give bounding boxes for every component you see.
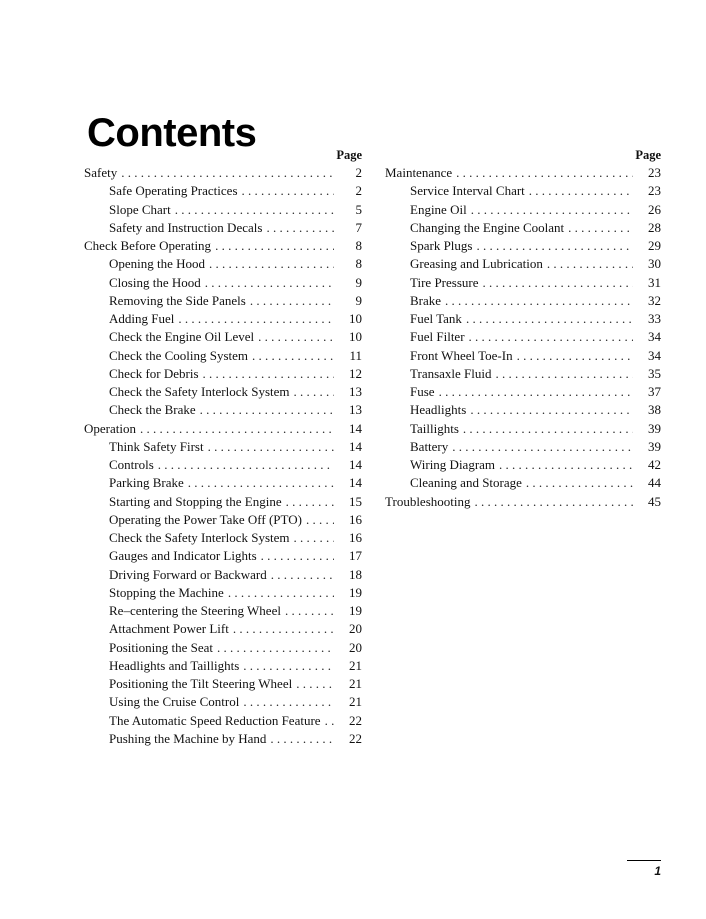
toc-entry: [84, 328, 362, 346]
toc-entry-label: Fuel Tank: [410, 311, 462, 326]
toc-entry: [385, 255, 661, 273]
toc-entry: [84, 620, 362, 638]
dot-leader: [121, 164, 334, 182]
toc-entry-label: The Automatic Speed Reduction Feature: [109, 712, 321, 728]
toc-entry-label: Think Safety First: [109, 438, 204, 454]
dot-leader: [243, 693, 334, 711]
toc-entry-page: 2: [355, 165, 362, 180]
dot-leader: [178, 310, 334, 328]
toc-entry-page: 20: [349, 639, 362, 655]
toc-entry-label: Fuse: [410, 384, 435, 399]
toc-entry-page: 28: [648, 219, 661, 235]
toc-entry-label: Re–centering the Steering Wheel: [109, 603, 281, 618]
toc-entry-page: 44: [648, 475, 661, 491]
toc-entry-page: 7: [355, 219, 362, 235]
toc-entry-page: 16: [349, 530, 362, 545]
toc-entry: [385, 438, 661, 456]
toc-entry-page: 12: [349, 365, 362, 381]
toc-entry-label: Slope Chart: [109, 201, 171, 217]
toc-entry-label: Wiring Diagram: [410, 457, 496, 472]
toc-entry-page: 39: [648, 438, 661, 454]
toc-entry-label: Check Before Operating: [84, 238, 212, 253]
dot-leader: [285, 602, 334, 620]
dot-leader: [203, 365, 334, 383]
toc-entry-label: Starting and Stopping the Engine: [109, 493, 282, 509]
toc-entry-page: 16: [349, 511, 362, 527]
toc-entry-page: 9: [355, 274, 362, 290]
toc-entry: [84, 274, 362, 292]
dot-leader: [526, 474, 633, 492]
toc-entry-page: 37: [648, 384, 661, 399]
dot-leader: [294, 529, 334, 547]
toc-entry: [84, 566, 362, 584]
dot-leader: [158, 456, 334, 474]
toc-entry-label: Engine Oil: [410, 201, 467, 217]
toc-entry: [385, 456, 661, 474]
toc-entry: [385, 237, 661, 255]
toc-entry-label: Troubleshooting: [385, 493, 471, 509]
toc-entry-label: Operating the Power Take Off (PTO): [109, 511, 302, 527]
toc-entry-page: 21: [349, 676, 362, 691]
toc-entry-label: Check the Cooling System: [109, 347, 249, 363]
toc-entry-page: 26: [648, 201, 661, 217]
toc-entry: [385, 201, 661, 219]
toc-entry: [84, 438, 362, 456]
toc-entry-label: Safety and Instruction Decals: [109, 219, 263, 235]
dot-leader: [271, 566, 334, 584]
toc-entry: [84, 201, 362, 219]
toc-entry-label: Safe Operating Practices: [109, 183, 238, 199]
toc-entry-label: Stopping the Machine: [109, 584, 224, 600]
toc-entry: [385, 420, 661, 438]
folio-rule: [627, 860, 661, 861]
toc-entry: [84, 602, 362, 620]
toc-entry: [84, 310, 362, 328]
toc-entry: [385, 365, 661, 383]
toc-entry: [84, 383, 362, 401]
dot-leader: [496, 365, 634, 383]
dot-leader: [200, 401, 334, 419]
toc-entry: [385, 274, 661, 292]
toc-entry-page: 8: [355, 256, 362, 272]
toc-entry-page: 10: [349, 329, 362, 345]
dot-leader: [215, 237, 334, 255]
toc-entry: [84, 493, 362, 511]
toc-entry: [385, 401, 661, 419]
toc-entry-label: Closing the Hood: [109, 274, 201, 290]
toc-entry-label: Pushing the Machine by Hand: [109, 730, 267, 746]
toc-entry-page: 21: [349, 657, 362, 673]
dot-leader: [469, 328, 633, 346]
toc-entry: [84, 730, 362, 748]
toc-entry-label: Taillights: [410, 420, 459, 436]
toc-entry-label: Headlights and Taillights: [109, 657, 240, 673]
dot-leader: [517, 347, 633, 365]
page-number: 1: [654, 864, 661, 878]
toc-entry-page: 30: [648, 256, 661, 272]
toc-entry-label: Headlights: [410, 402, 467, 418]
toc-entry: [84, 255, 362, 273]
dot-leader: [294, 383, 334, 401]
dot-leader: [188, 474, 334, 492]
toc-entry: [84, 401, 362, 419]
toc-entry-page: 29: [648, 238, 661, 253]
toc-entry-label: Positioning the Tilt Steering Wheel: [109, 676, 293, 691]
dot-leader: [463, 420, 633, 438]
toc-entry-page: 22: [349, 712, 362, 728]
toc-entry-page: 23: [648, 165, 661, 180]
toc-entry: [385, 182, 661, 200]
dot-leader: [439, 383, 633, 401]
dot-leader: [217, 639, 334, 657]
toc-entry: [84, 237, 362, 255]
dot-leader: [483, 274, 634, 292]
toc-entry-page: 21: [349, 694, 362, 710]
toc-entry: [84, 420, 362, 438]
toc-entry-label: Maintenance: [385, 165, 453, 180]
dot-leader: [529, 182, 633, 200]
dot-leader: [261, 547, 334, 565]
toc-entry-label: Cleaning and Storage: [410, 475, 522, 491]
toc-entry-page: 35: [648, 365, 661, 381]
toc-entry: [385, 310, 661, 328]
toc-entry-page: 14: [349, 475, 362, 491]
toc-entry-label: Safety: [84, 165, 118, 180]
toc-entry-page: 11: [349, 347, 362, 363]
dot-leader: [476, 237, 633, 255]
dot-leader: [175, 201, 334, 219]
toc-entry: [84, 292, 362, 310]
page-column-heading: Page: [336, 148, 362, 162]
toc-entry: [84, 529, 362, 547]
dot-leader: [445, 292, 633, 310]
toc-entry-label: Controls: [109, 457, 154, 472]
toc-entry-page: 9: [355, 292, 362, 308]
toc-entry: [84, 474, 362, 492]
toc-entry-page: 14: [349, 457, 362, 472]
toc-entry-label: Check the Safety Interlock System: [109, 384, 290, 399]
toc-entry-page: 32: [648, 292, 661, 308]
toc-entry-page: 14: [349, 438, 362, 454]
dot-leader: [208, 438, 334, 456]
toc-entry: [385, 347, 661, 365]
toc-entry: [84, 639, 362, 657]
dot-leader: [470, 401, 633, 419]
toc-entry-label: Positioning the Seat: [109, 639, 213, 655]
toc-entry-page: 38: [648, 402, 661, 418]
dot-leader: [456, 164, 633, 182]
dot-leader: [306, 511, 334, 529]
toc-entry-page: 45: [648, 493, 661, 509]
page-column-heading: Page: [635, 148, 661, 162]
toc-entry-label: Attachment Power Lift: [109, 621, 229, 637]
toc-entry-page: 19: [349, 584, 362, 600]
toc-entry: [84, 693, 362, 711]
toc-entry-page: 18: [349, 566, 362, 582]
toc-entry: [385, 292, 661, 310]
dot-leader: [286, 493, 334, 511]
dot-leader: [452, 438, 633, 456]
toc-entry-page: 20: [349, 621, 362, 637]
toc-entry: [84, 584, 362, 602]
toc-entry: [84, 547, 362, 565]
toc-entry-label: Check for Debris: [109, 365, 199, 381]
toc-entry-label: Fuel Filter: [410, 329, 465, 345]
dot-leader: [205, 274, 334, 292]
dot-leader: [325, 712, 334, 730]
toc-entry-page: 17: [349, 548, 362, 564]
toc-entry-page: 15: [349, 493, 362, 509]
toc-entry: [84, 219, 362, 237]
toc-entry-label: Tire Pressure: [410, 274, 479, 290]
dot-leader: [499, 456, 633, 474]
toc-entry-label: Adding Fuel: [109, 311, 175, 326]
toc-entry-label: Battery: [410, 438, 449, 454]
toc-entry-page: 33: [648, 311, 661, 326]
toc-entry-page: 39: [648, 420, 661, 436]
toc-column-right: [385, 147, 661, 511]
toc-entry: [385, 383, 661, 401]
toc-entry: [385, 164, 661, 182]
toc-entry-page: 5: [355, 201, 362, 217]
dot-leader: [243, 657, 334, 675]
dot-leader: [250, 292, 334, 310]
toc-entry-label: Operation: [84, 420, 136, 436]
toc-entry: [385, 328, 661, 346]
toc-entry-page: 2: [355, 183, 362, 199]
dot-leader: [466, 310, 633, 328]
toc-entry-label: Using the Cruise Control: [109, 694, 240, 710]
toc-entry-page: 31: [648, 274, 661, 290]
page-title: Contents: [87, 110, 257, 155]
toc-entry-page: 19: [349, 603, 362, 618]
toc-entry-label: Check the Safety Interlock System: [109, 530, 290, 545]
toc-entry-label: Greasing and Lubrication: [410, 256, 543, 272]
toc-entry: [84, 164, 362, 182]
toc-entry-label: Gauges and Indicator Lights: [109, 548, 257, 564]
toc-entry-page: 13: [349, 402, 362, 418]
toc-entry: [84, 456, 362, 474]
dot-leader: [209, 255, 334, 273]
toc-entry: [84, 511, 362, 529]
dot-leader: [258, 328, 334, 346]
toc-entry: [84, 712, 362, 730]
toc-entry-page: 23: [648, 183, 661, 199]
toc-list: [84, 164, 362, 748]
dot-leader: [568, 219, 633, 237]
toc-entry-label: Front Wheel Toe-In: [410, 347, 513, 363]
dot-leader: [233, 620, 334, 638]
dot-leader: [270, 730, 334, 748]
toc-entry-label: Parking Brake: [109, 475, 184, 491]
dot-leader: [471, 201, 633, 219]
toc-entry: [84, 675, 362, 693]
toc-entry-label: Driving Forward or Backward: [109, 566, 267, 582]
toc-entry-page: 42: [648, 457, 661, 472]
toc-entry-page: 22: [349, 730, 362, 746]
toc-entry-page: 13: [349, 384, 362, 399]
toc-entry-label: Check the Brake: [109, 402, 196, 418]
toc-entry: [385, 219, 661, 237]
dot-leader: [266, 219, 334, 237]
dot-leader: [242, 182, 334, 200]
toc-entry-label: Transaxle Fluid: [410, 365, 492, 381]
toc-column-left: [84, 147, 362, 748]
toc-entry-label: Service Interval Chart: [410, 183, 525, 199]
dot-leader: [228, 584, 334, 602]
toc-entry: [84, 347, 362, 365]
toc-entry-label: Changing the Engine Coolant: [410, 219, 565, 235]
toc-entry-label: Spark Plugs: [410, 238, 473, 253]
toc-entry: [385, 474, 661, 492]
toc-entry-page: 34: [648, 347, 661, 363]
toc-entry-page: 14: [349, 420, 362, 436]
toc-entry: [84, 657, 362, 675]
dot-leader: [252, 347, 334, 365]
toc-entry-page: 8: [355, 238, 362, 253]
toc-entry-label: Check the Engine Oil Level: [109, 329, 255, 345]
toc-entry-label: Removing the Side Panels: [109, 292, 246, 308]
dot-leader: [547, 255, 633, 273]
toc-entry-page: 10: [349, 311, 362, 326]
toc-entry: [84, 365, 362, 383]
toc-entry-label: Brake: [410, 292, 442, 308]
toc-entry: [84, 182, 362, 200]
toc-entry-page: 34: [648, 329, 661, 345]
dot-leader: [474, 493, 633, 511]
toc-entry: [385, 493, 661, 511]
toc-list: [385, 164, 661, 511]
toc-entry-label: Opening the Hood: [109, 256, 206, 272]
dot-leader: [296, 675, 334, 693]
dot-leader: [140, 420, 334, 438]
